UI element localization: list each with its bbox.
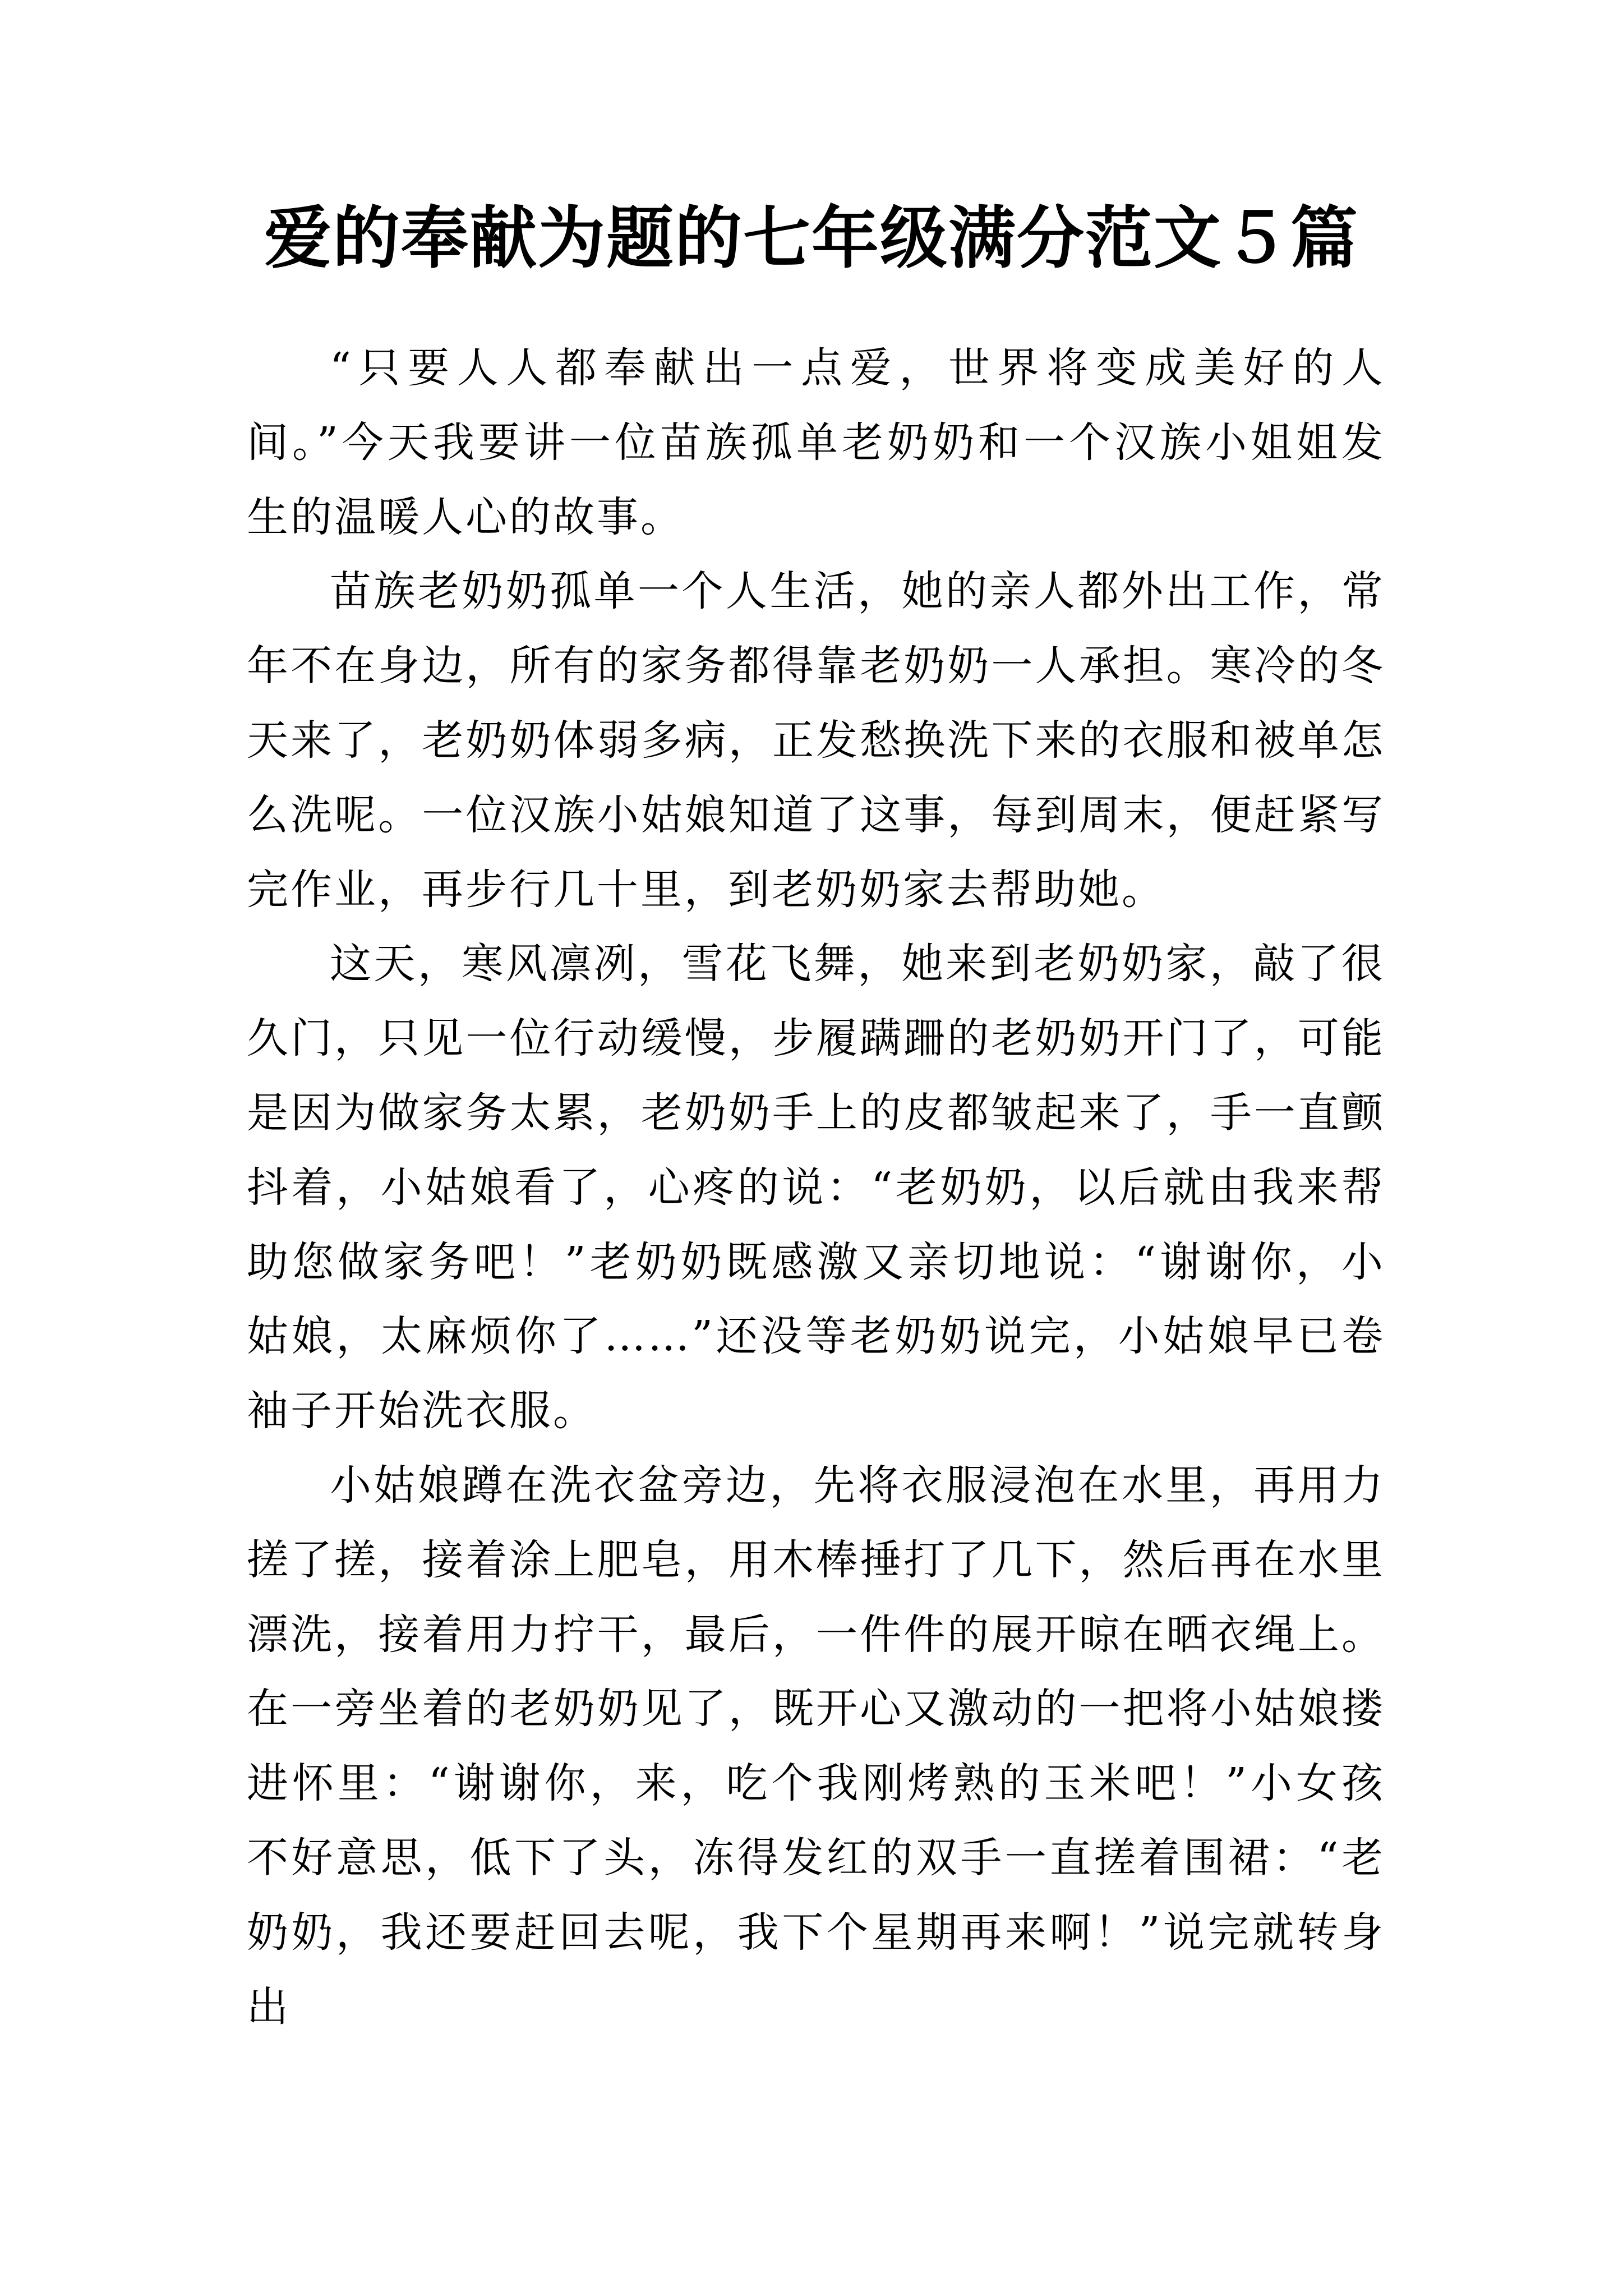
- paragraph: 小姑娘蹲在洗衣盆旁边，先将衣服浸泡在水里，再用力搓了搓，接着涂上肥皂，用木棒捶打了几下，然后再在水里漂洗，接着用力拧干，最后，一件件的展开晾在晒衣绳上。在一旁坐着的老奶奶见了，既开心又激动的一把将小姑娘搂进怀里：“谢谢你，来，吃个我刚烤熟的玉米吧！”小女孩不好意思，低下了头，冻得发红的双手一直搓着围裙：“老奶奶，我还要赶回去呢，我下个星期再来啊！”说完就转身出: [247, 1461, 1385, 2031]
- document-title: 爱的奉献为题的七年级满分范文５篇: [264, 199, 1359, 278]
- paragraph: 苗族老奶奶孤单一个人生活，她的亲人都外出工作，常年不在身边，所有的家务都得靠老奶奶一人承担。寒冷的冬天来了，老奶奶体弱多病，正发愁换洗下来的衣服和被单怎么洗呢。一位汉族小姑娘知道了这事，每到周末，便赶紧写完作业，再步行几十里，到老奶奶家去帮助她。: [247, 567, 1385, 914]
- paragraph: 这天，寒风凛冽，雪花飞舞，她来到老奶奶家，敲了很久门，只见一位行动缓慢，步履蹒跚的老奶奶开门了，可能是因为做家务太累，老奶奶手上的皮都皱起来了，手一直颤抖着，小姑娘看了，心疼的说：“老奶奶，以后就由我来帮助您做家务吧！”老奶奶既感激又亲切地说：“谢谢你，小姑娘，太麻烦你了……”还没等老奶奶说完，小姑娘早已卷袖子开始洗衣服。: [247, 940, 1385, 1435]
- document-body: [247, 331, 1385, 2044]
- paragraph: “只要人人都奉献出一点爱，世界将变成美好的人间。”今天我要讲一位苗族孤单老奶奶和一个汉族小姐姐发生的温暖人心的故事。: [247, 344, 1385, 541]
